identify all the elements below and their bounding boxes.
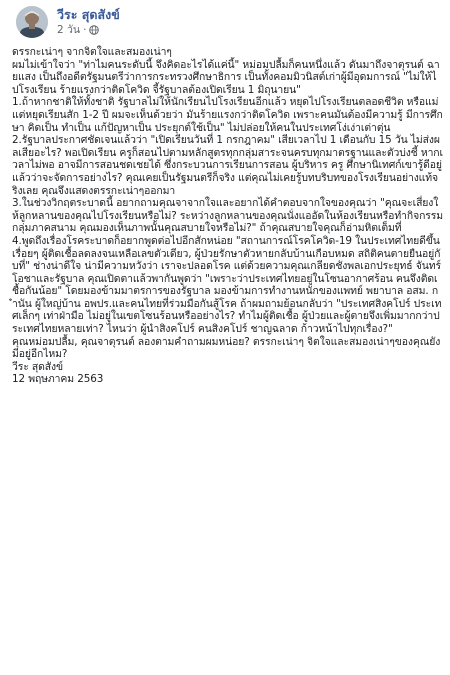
post-meta [57,6,120,37]
post-paragraph-title: ดรรกะเน่าๆ จากจิตใจและสมองเน่าๆ [12,46,172,58]
post-paragraph-point-4: 4.พูดถึงเรื่องโรคระบาดก็อยากพูดต่อไปอีกสักหน่อย "สถานการณ์โรคโควิด-19 ในประเทศไทยดีขึ้นเรื่อยๆ ผู้ติดเชื้อลดลงจนเหลือเลขตัวเดียว, ผู้ป่วยรักษาตัวหายกลับบ้านเกือบหมด สถิติคนตายยืนอยู่กับที่" ช่างน่าดีใจ น่ามีความหวังว่า เราจะปลอดโรค แต่ด้วยความคุณเกลียดชังพลเอกประยุทธ์ จันทร์โอชาและรัฐบาล คุณเปิดตาแล้วพากันพูดว่า "เพราะว่าประเทศไทยอยู่ในโซนอากาศร้อน คนจึงติดเชื้อกันน้อย" โดยมองข้ามมาตรการของรัฐบาล มองข้ามการทำงานหนักของแพทย์ พยาบาล อสม. กำนัน ผู้ใหญ่บ้าน อพปร.และคนไทยที่ร่วมมือกันสู้โรค ถ้าผมถามย้อนกลับว่า "ประเทศสิงคโปร์ ประเทศเล็กๆ เท่าฝ่ามือ ไม่อยู่ในเขตโซนร้อนหรืออย่างไร? ทำไมผู้ติดเชื้อ ผู้ป่วยและผู้ตายจึงเพิ่มมากกว่าประเทศไทยหลายเท่า? ไหนว่า ผู้นำสิงคโปร์ คนสิงคโปร์ ชาญฉลาด ก้าวหน้าไปทุกเรื่อง?" [12,234,442,336]
post-paragraph-point-1: 1.ถ้าหากชาติให้ทั้งชาติ รัฐบาลไม่ให้นักเรียนไปโรงเรียนอีกแล้ว หยุดไปโรงเรียนตลอดชีวิต หรือแม่แต่หยุดเรียนสัก 1-2 ปี ผมจะเห็นด้วยว่า มันร้ายแรงกว่าติดโควิด เพราะคนมันต้องมีความรู้ มีการศึกษา คิดเป็น ทำเป็น แก้ปัญหาเป็น ประยุกต์ใช้เป็น" ไม่ปล่อยให้คนในประเทศโง่เง่าเต่าตุ่น [12,96,443,134]
avatar-image [16,6,48,38]
post-subline [57,23,120,37]
avatar[interactable] [16,6,48,38]
post-date: 12 พฤษภาคม 2563 [12,373,104,386]
post-paragraph-point-3: 3.ในช่วงวิกฤตระบาดนี้ อยากถามคุณจาจากใจและอยากได้คำตอบจากใจของคุณว่า "คุณจะเสี่ยงให้ลูกหลานของคุณไปโรงเรียนหรือไม่? ระหว่างลูกหลานของคุณนั่งแออัดในห้องเรียนหรือทำกิจกรรมกลุ่มภาคสนาม คุณมองเห็นภาพนั้นคุณสบายใจหรือไม่?" ถ้าคุณสบายใจคุณก็อ่ามหิตเต็มที่ [12,197,443,235]
post-header [12,0,443,40]
globe-icon[interactable] [89,25,99,35]
post-timestamp[interactable]: 2 วัน [57,24,81,36]
post-paragraph-point-2: 2.รัฐบาลประกาศชัดเจนแล้วว่า "เปิดเรียนวันที่ 1 กรกฎาคม" เสียเวลาไป 1 เดือนกับ 15 วัน ไม่ส่งผลเสียอะไร? พอเปิดเรียน ครูก็สอนไปตามหลักสูตรทุกกลุ่มสาระจนครบทุกมาตรฐานและตัวบ่งชี้ หากเวลาไม่พอ อาจมีการสอนชดเชยได้ ซึ่งกระบวนการเรียนการสอน ผู้บริหาร ครู ศึกษานิเทศก์เขารู้ดีอยู่แล้วว่าจะจัดการอย่างไร? คุณเคยเป็นรัฐมนตรีก็จริง แต่คุณไม่เคยรู้บทบริบทของโรงเรียนอย่างแท้จริงเลย คุณจึงแสดงตรรกะเน่าๆออกมา [12,134,443,197]
author-name[interactable]: วีระ สุดสังข์ [57,7,120,22]
meta-separator: · [83,24,87,36]
post-paragraph-intro: ผมไม่เข้าใจว่า "ท่าไมคนระดับนี้ จึงคิดอะไรได้แค่นี้" หม่อมปลื้มก็คนหนึ่งแล้ว ดันมาถึงจาตุรนต์ ฉายแสง เป็นถึงอดีตรัฐมนตรีว่าการกระทรวงศึกษาธิการ เป็นทั้งคอมมิวนิสต์เก่าผู้มีอุดมการณ์ "ไม่ให้ไปโรงเรียน ร้ายแรงกว่าติดโควิด จี้รัฐบาลต้องเปิดเรียน 1 มิถุนายน" [12,58,440,96]
post-body [12,46,443,386]
post-paragraph-closing: คุณหม่อมปลื้ม, คุณจาตุรนต์ ลองตามคำถามผมหน่อย? ตรรกะเน่าๆ จิตใจและสมองเน่าๆของคุณยังมีอยู่อีกไหม? [12,335,441,361]
post-signature: วีระ สุดสังข์ [12,360,64,373]
